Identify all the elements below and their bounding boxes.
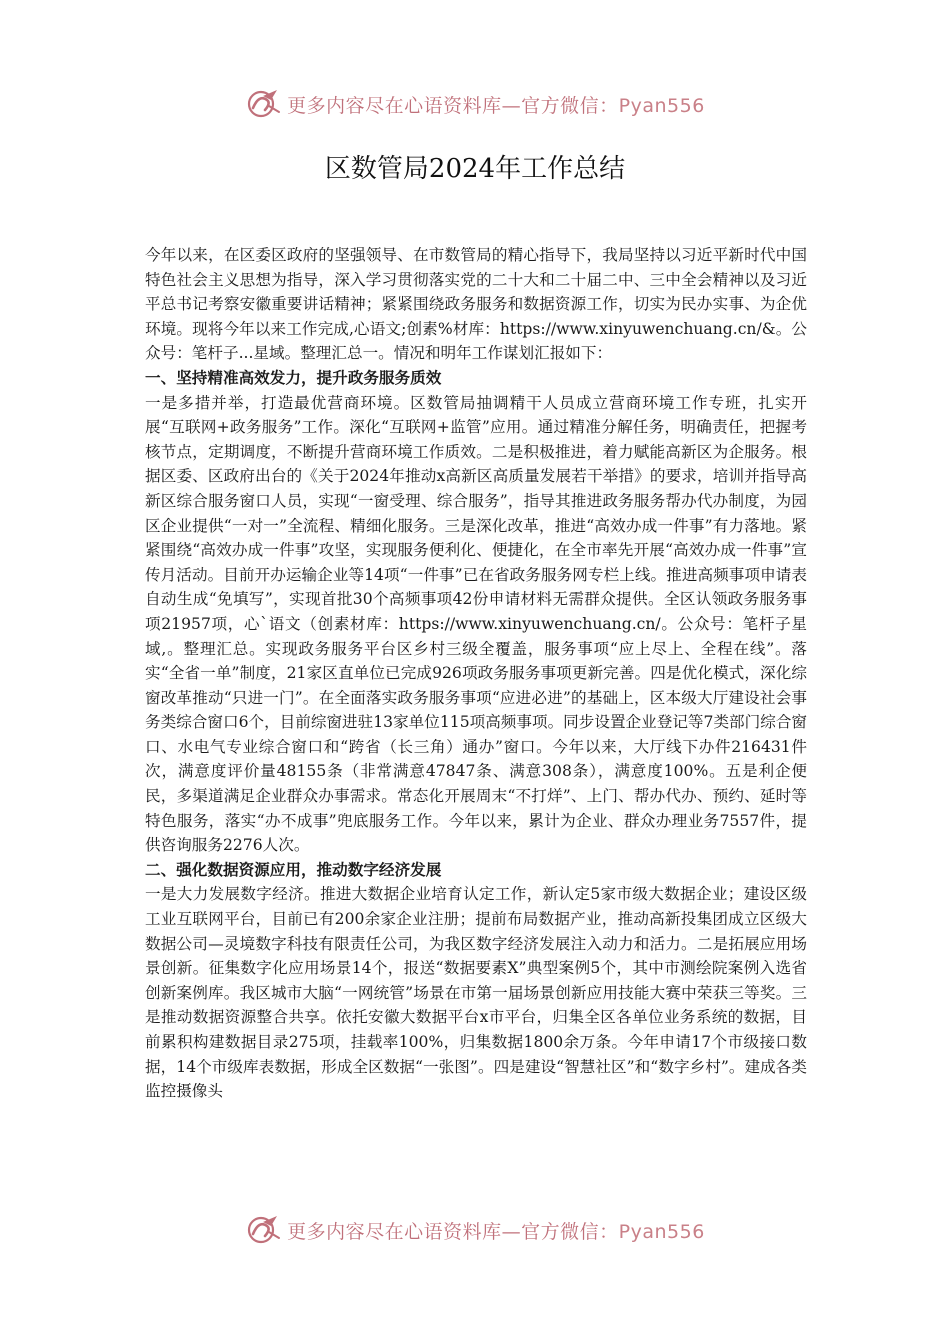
header-watermark-banner	[0, 82, 950, 126]
document-body	[145, 243, 807, 1104]
section-1-paragraph: 一是多措并举，打造最优营商环境。区数管局抽调精干人员成立营商环境工作专班，扎实开展“互联网+政务服务”工作。深化“互联网+监管”应用。通过精准分解任务，明确责任，把握考核节点，定期调度，不断提升营商环境工作质效。二是积极推进，着力赋能高新区为企服务。根据区委、区政府出台的《关于2024年推动x高新区高质量发展若干举措》的要求，培训并指导高新区综合服务窗口人员，实现“一窗受理、综合服务”，指导其推进政务服务帮办代办制度，为园区企业提供“一对一”全流程、精细化服务。三是深化改革，推进“高效办成一件事”有力落地。紧紧围绕“高效办成一件事”攻坚，实现服务便利化、便捷化，在全市率先开展“高效办成一件事”宣传月活动。目前开办运输企业等14项“一件事”已在省政务服务网专栏上线。推进高频事项申请表自动生成“免填写”，实现首批30个高频事项42份申请材料无需群众提供。全区认领政务服务事项21957项，心`语文（创素材库：https://www.xinyuwenchuang.cn/。公众号：笔杆子星域,。整理汇总。实现政务服务平台区乡村三级全覆盖，服务事项“应上尽上、全程在线”。落实“全省一单”制度，21家区直单位已完成926项政务服务事项更新完善。四是优化模式，深化综窗改革推动“只进一门”。在全面落实政务服务事项“应进必进”的基础上，区本级大厅建设社会事务类综合窗口6个，目前综窗进驻13家单位115项高频事项。同步设置企业登记等7类部门综合窗口、水电气专业综合窗口和“跨省（长三角）通办”窗口。今年以来，大厅线下办件216431件次，满意度评价量48155条（非常满意47847条、满意308条），满意度100%。五是利企便民，多渠道满足企业群众办事需求。常态化开展周末“不打烊”、上门、帮办代办、预约、延时等特色服务，落实“办不成事”兜底服务工作。今年以来，累计为企业、群众办理业务7557件，提供咨询服务2276人次。	[145, 393, 808, 855]
section-2-paragraph: 一是大力发展数字经济。推进大数据企业培育认定工作，新认定5家市级大数据企业；建设区级工业互联网平台，目前已有200余家企业注册；提前布局数据产业，推动高新投集团成立区级大数据公司—灵境数字科技有限责任公司，为我区数字经济发展注入动力和活力。二是拓展应用场景创新。征集数字化应用场景14个，报送“数据要素X”典型案例5个，其中市测绘院案例入选省创新案例库。我区城市大脑“一网统管”场景在市第一届场景创新应用技能大赛中荣获三等奖。三是推动数据资源整合共享。依托安徽大数据平台x市平台，归集全区各单位业务系统的数据，目前累积构建数据目录275项，挂载率100%，归集数据1800余万条。今年申请17个市级接口数据，14个市级库表数据，形成全区数据“一张图”。四是建设“智慧社区”和“数字乡村”。建成各类监控摄像头	[145, 885, 807, 1101]
wechat-id: Pyan556	[618, 1220, 705, 1243]
wechat-id: Pyan556	[618, 94, 705, 117]
brand-logo-icon	[245, 1212, 281, 1248]
section-2-heading: 二、强化数据资源应用，推动数字经济发展	[145, 859, 442, 879]
brand-logo-icon	[245, 86, 281, 122]
section-1-heading: 一、坚持精准高效发力，提升政务服务质效	[145, 367, 442, 387]
banner-slogan: 更多内容尽在心语资料库—官方微信：	[287, 1220, 619, 1243]
footer-watermark-banner	[0, 1208, 950, 1252]
document-title: 区数管局2024年工作总结	[324, 154, 626, 184]
banner-slogan: 更多内容尽在心语资料库—官方微信：	[287, 94, 619, 117]
intro-paragraph: 今年以来，在区委区政府的坚强领导、在市数管局的精心指导下，我局坚持以习近平新时代中国特色社会主义思想为指导，深入学习贯彻落实党的二十大和二十届二中、三中全会精神以及习近平总书记考察安徽重要讲话精神；紧紧围绕政务服务和数据资源工作，切实为民办实事、为企优环境。现将今年以来工作完成,心语文;创素%材库：https://www.xinyuwenchuang.cn/&。公众号：笔杆子...星域。整理汇总一。情况和明年工作谋划汇报如下：	[145, 246, 807, 363]
